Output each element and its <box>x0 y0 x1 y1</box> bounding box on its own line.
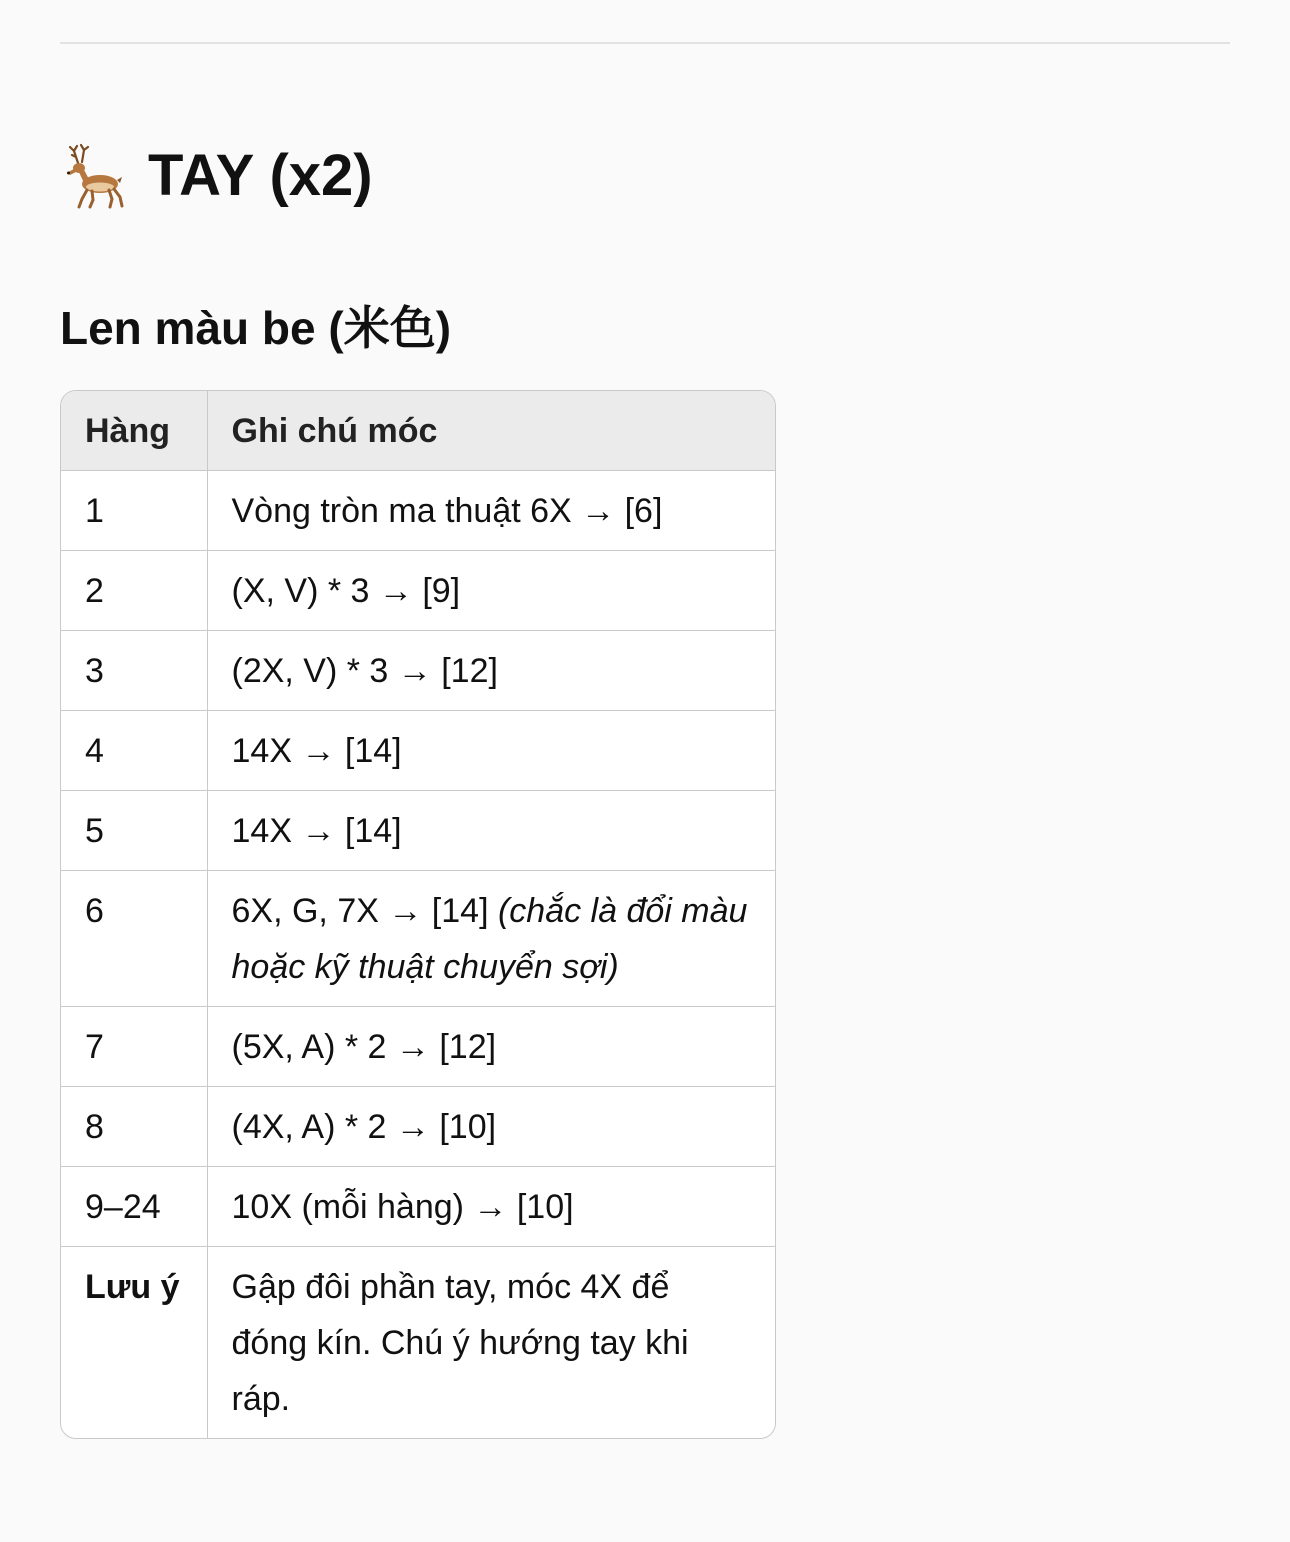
instruction-text: 14X → [14] <box>231 812 402 850</box>
top-divider <box>60 42 1230 44</box>
instruction-note: (chắc là đổi màu hoặc kỹ thuật chuyển sợi) <box>231 892 748 986</box>
table-row <box>61 551 775 631</box>
page-title <box>60 140 373 212</box>
table-row <box>61 711 775 791</box>
table-row <box>61 631 775 711</box>
title-text: TAY (x2) <box>148 143 373 208</box>
row-number: 8 <box>61 1087 207 1167</box>
note-text: Gập đôi phần tay, móc 4X để đóng kín. Chú ý hướng tay khi ráp. <box>207 1247 775 1439</box>
row-instruction <box>207 1167 775 1247</box>
pattern-table <box>60 390 776 1439</box>
row-number: 2 <box>61 551 207 631</box>
row-number: 3 <box>61 631 207 711</box>
table-header-row <box>61 391 775 471</box>
deer-icon <box>60 141 130 211</box>
row-instruction <box>207 711 775 791</box>
note-label: Lưu ý <box>61 1247 207 1439</box>
instruction-text: (X, V) * 3 → [9] <box>231 572 461 610</box>
table-row <box>61 791 775 871</box>
row-instruction <box>207 1007 775 1087</box>
row-number: 5 <box>61 791 207 871</box>
table-row <box>61 1167 775 1247</box>
section-heading: Len màu be (米色) <box>60 302 452 354</box>
row-number: 1 <box>61 471 207 551</box>
row-instruction <box>207 791 775 871</box>
row-instruction <box>207 1087 775 1167</box>
row-instruction <box>207 631 775 711</box>
table-row <box>61 1087 775 1167</box>
table-row <box>61 471 775 551</box>
row-number: 6 <box>61 871 207 1007</box>
instruction-text: 10X (mỗi hàng) → [10] <box>231 1188 574 1226</box>
instruction-text: 14X → [14] <box>231 732 402 770</box>
instruction-text: (5X, A) * 2 → [12] <box>231 1028 497 1066</box>
row-number: 4 <box>61 711 207 791</box>
row-instruction <box>207 471 775 551</box>
table-row <box>61 1007 775 1087</box>
instruction-text: 6X, G, 7X → [14] <box>231 892 489 930</box>
table-row-note <box>61 1247 775 1439</box>
row-number: 7 <box>61 1007 207 1087</box>
instruction-text: (4X, A) * 2 → [10] <box>231 1108 497 1146</box>
row-instruction <box>207 871 775 1007</box>
column-header-row: Hàng <box>61 391 207 471</box>
row-instruction <box>207 551 775 631</box>
instruction-text: (2X, V) * 3 → [12] <box>231 652 498 690</box>
row-number: 9–24 <box>61 1167 207 1247</box>
instruction-text: Vòng tròn ma thuật 6X → [6] <box>231 492 663 530</box>
column-header-notes: Ghi chú móc <box>207 391 775 471</box>
table-row <box>61 871 775 1007</box>
